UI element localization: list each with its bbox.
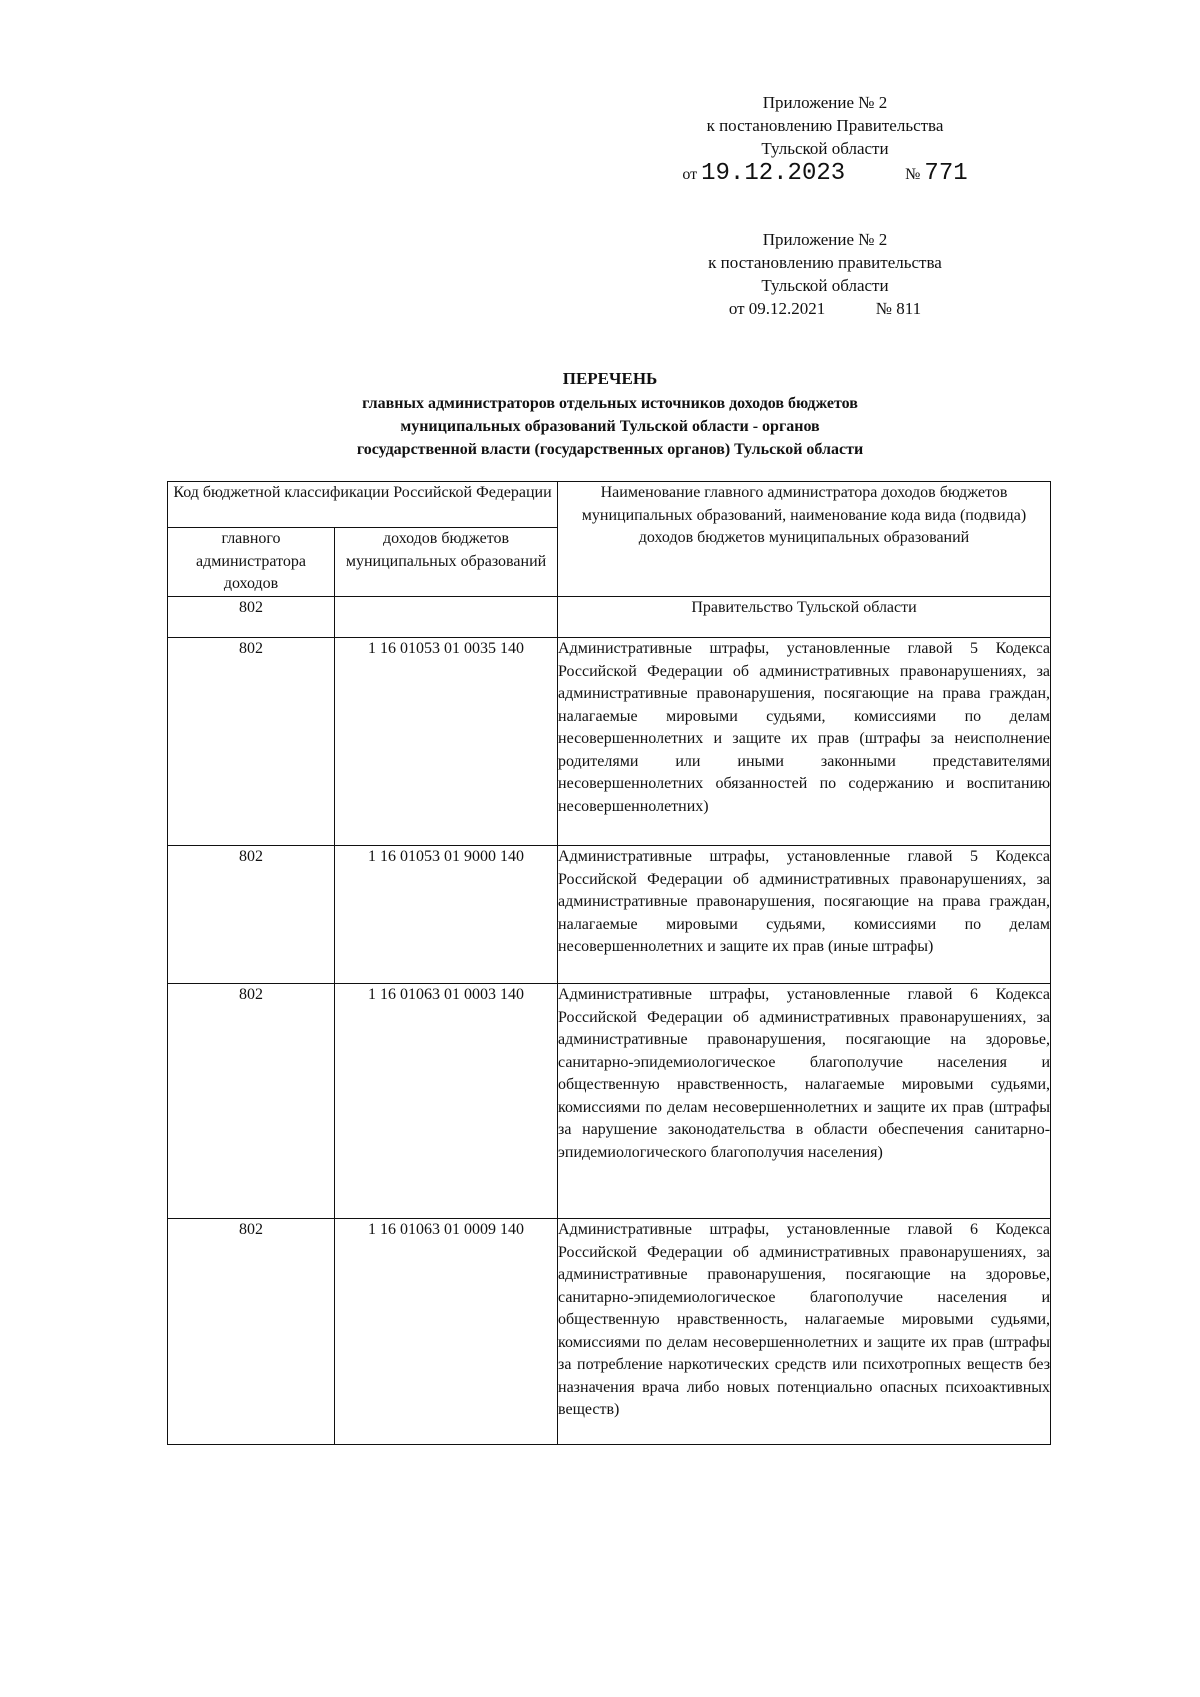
- decree-date: 09.12.2021: [748, 299, 826, 318]
- income-administrators-table: [167, 481, 1051, 1445]
- title-heading: ПЕРЕЧЕНЬ: [562, 369, 658, 388]
- table-row: [168, 1219, 1051, 1445]
- appendix-region: Тульской области: [761, 139, 889, 158]
- income-code: [335, 597, 558, 638]
- decree-number: 811: [896, 299, 922, 318]
- header-budget-classification: Код бюджетной классификации Российской Федерации: [168, 482, 558, 528]
- org-row: [168, 597, 1051, 638]
- income-description: Административные штрафы, установленные главой 6 Кодекса Российской Федерации об административных правонарушениях, за административные правонарушения, посягающие на здоровье, санитарно-эпидемиологическое благополучие населения и общественную нравственность, налагаемые мировыми судьями, комиссиями по делам несовершеннолетних и защите их прав (штрафы за потребление наркотических средств или психотропных веществ без назначения врача либо новых потенциально опасных психоактивных веществ): [558, 1219, 1051, 1445]
- table-header-row: [168, 482, 1051, 528]
- appendix-region: Тульской области: [761, 276, 889, 295]
- appendix-number: Приложение № 2: [762, 93, 888, 112]
- decree-number: 771: [924, 160, 968, 187]
- org-name: Правительство Тульской области: [558, 597, 1051, 638]
- income-code: 1 16 01053 01 0035 140: [335, 638, 558, 846]
- document-title: [280, 367, 940, 461]
- appendix-decree-ref: к постановлению Правительства: [706, 116, 944, 135]
- table-row: [168, 984, 1051, 1219]
- admin-code: 802: [168, 1219, 335, 1445]
- income-description: Административные штрафы, установленные главой 6 Кодекса Российской Федерации об административных правонарушениях, за административные правонарушения, посягающие на здоровье, санитарно-эпидемиологическое благополучие населения и общественную нравственность, налагаемые мировыми судьями, комиссиями по делам несовершеннолетних и защите их прав (штрафы за нарушение законодательства в области обеспечения санитарно-эпидемиологического благополучия населения): [558, 984, 1051, 1219]
- table-row: [168, 638, 1051, 846]
- header-name: Наименование главного администратора доходов бюджетов муниципальных образований, наименование кода вида (подвида) доходов бюджетов муниципальных образований: [558, 482, 1051, 597]
- date-prefix: от: [682, 166, 698, 183]
- header-admin-code: главного администратора доходов: [168, 528, 335, 597]
- appendix-date-row: [670, 297, 980, 320]
- appendix-header-previous: [670, 228, 980, 320]
- admin-code: 802: [168, 638, 335, 846]
- admin-code: 802: [168, 846, 335, 984]
- appendix-number: Приложение № 2: [762, 230, 888, 249]
- date-prefix: от: [728, 299, 745, 318]
- header-income-code: доходов бюджетов муниципальных образований: [335, 528, 558, 597]
- title-line: главных администраторов отдельных источников доходов бюджетов: [362, 395, 858, 412]
- appendix-date-row: [670, 162, 980, 186]
- appendix-header-current: [670, 91, 980, 186]
- number-prefix: №: [905, 166, 921, 183]
- title-line: государственной власти (государственных органов) Тульской области: [356, 441, 864, 458]
- number-prefix: №: [875, 299, 893, 318]
- appendix-decree-ref: к постановлению правительства: [708, 253, 942, 272]
- admin-code: 802: [168, 597, 335, 638]
- table-row: [168, 846, 1051, 984]
- income-code: 1 16 01053 01 9000 140: [335, 846, 558, 984]
- admin-code: 802: [168, 984, 335, 1219]
- income-description: Административные штрафы, установленные главой 5 Кодекса Российской Федерации об административных правонарушениях, за административные правонарушения, посягающие на права граждан, налагаемые мировыми судьями, комиссиями по делам несовершеннолетних и защите их прав (штрафы за неисполнение родителями или иными законными представителями несовершеннолетних обязанностей по содержанию и воспитанию несовершеннолетних): [558, 638, 1051, 846]
- income-code: 1 16 01063 01 0009 140: [335, 1219, 558, 1445]
- title-line: муниципальных образований Тульской области - органов: [400, 418, 820, 435]
- income-description: Административные штрафы, установленные главой 5 Кодекса Российской Федерации об административных правонарушениях, за административные правонарушения, посягающие на права граждан, налагаемые мировыми судьями, комиссиями по делам несовершеннолетних и защите их прав (иные штрафы): [558, 846, 1051, 984]
- income-code: 1 16 01063 01 0003 140: [335, 984, 558, 1219]
- decree-date: 19.12.2023: [701, 160, 846, 187]
